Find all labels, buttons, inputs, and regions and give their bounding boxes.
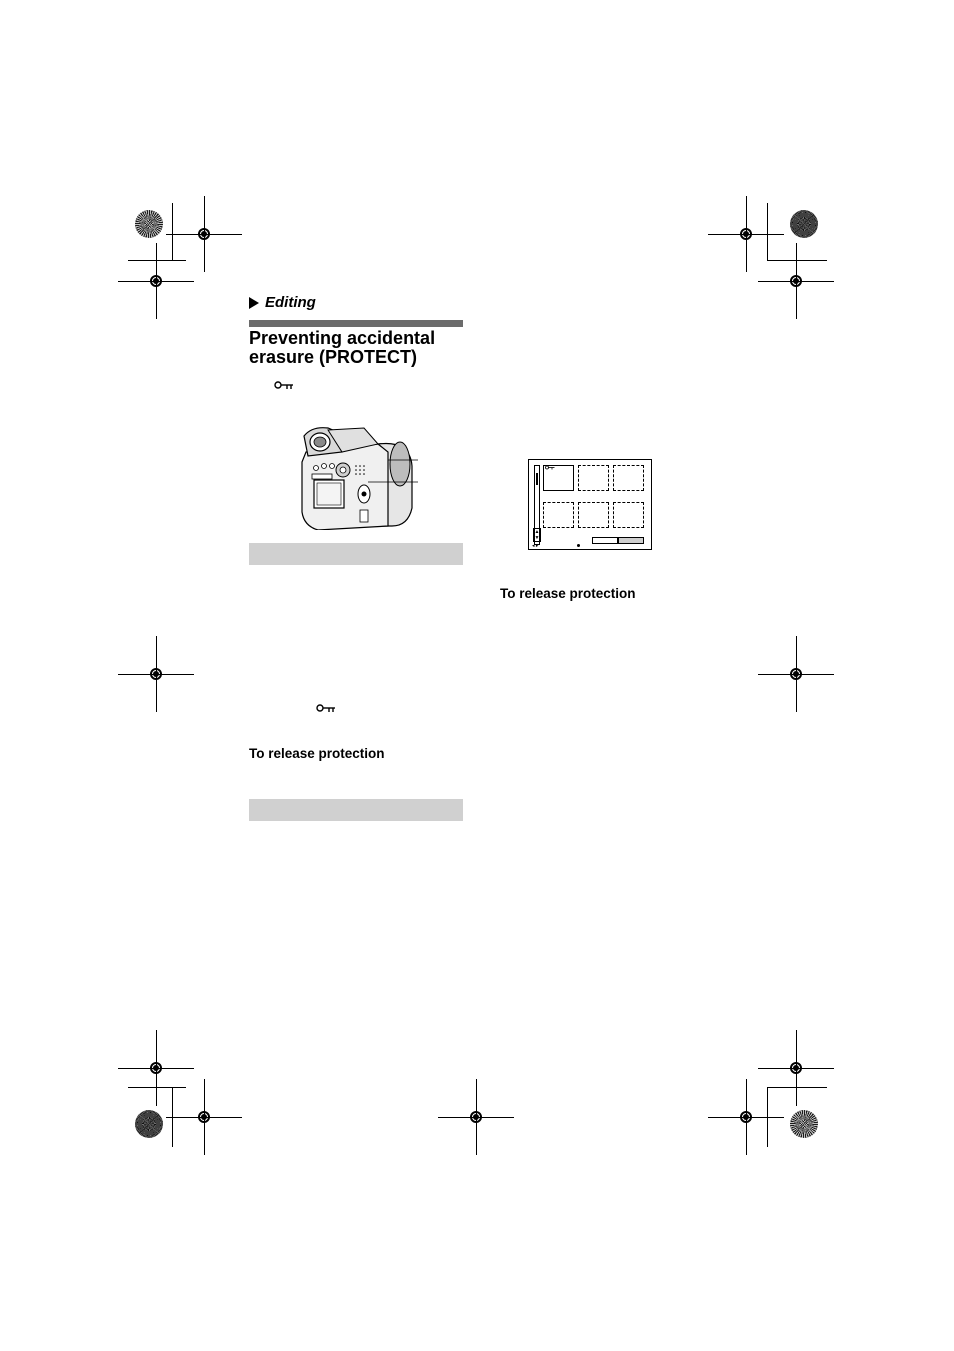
page-title: Preventing accidental erasure (PROTECT) [249, 328, 436, 367]
thumbnail [578, 465, 609, 491]
release-protection-heading: To release protection [249, 746, 385, 761]
key-icon [274, 380, 294, 390]
lcd-button [592, 537, 618, 544]
trim-line [767, 260, 827, 261]
nav-arrows-icon: ◂ ▸ [532, 543, 539, 549]
triangle-right-icon [249, 297, 259, 309]
thumbnail [578, 502, 609, 528]
trim-line [767, 1087, 768, 1147]
lcd-screen-illustration [528, 459, 652, 550]
trim-line [767, 203, 768, 261]
trim-line [172, 1087, 173, 1147]
color-target [790, 1110, 818, 1138]
registration-mark [758, 636, 838, 716]
registration-mark [438, 1079, 518, 1159]
trim-line [767, 1087, 827, 1088]
trim-line [172, 203, 173, 261]
step-band [249, 543, 463, 565]
registration-mark [166, 1079, 246, 1159]
registration-mark [708, 1079, 788, 1159]
section-label [249, 294, 316, 311]
thumbnail [613, 502, 644, 528]
section-name: Editing [265, 294, 316, 311]
scroll-arrows-icon: ▲ ▼ [534, 529, 540, 541]
registration-mark [118, 636, 198, 716]
thumbnail-selected [543, 465, 574, 491]
color-target [790, 210, 818, 238]
trim-line [128, 1087, 186, 1088]
color-target [135, 1110, 163, 1138]
color-target [135, 210, 163, 238]
thumbnail [543, 502, 574, 528]
dot-icon [577, 544, 580, 547]
release-protection-heading: To release protection [500, 586, 636, 601]
trim-line [128, 260, 186, 261]
lcd-button [618, 537, 644, 544]
step-band [249, 799, 463, 821]
title-rule [249, 320, 463, 327]
key-icon [316, 703, 336, 713]
camera-illustration [298, 422, 420, 530]
thumbnail [613, 465, 644, 491]
registration-mark [758, 243, 838, 323]
registration-mark [118, 243, 198, 323]
